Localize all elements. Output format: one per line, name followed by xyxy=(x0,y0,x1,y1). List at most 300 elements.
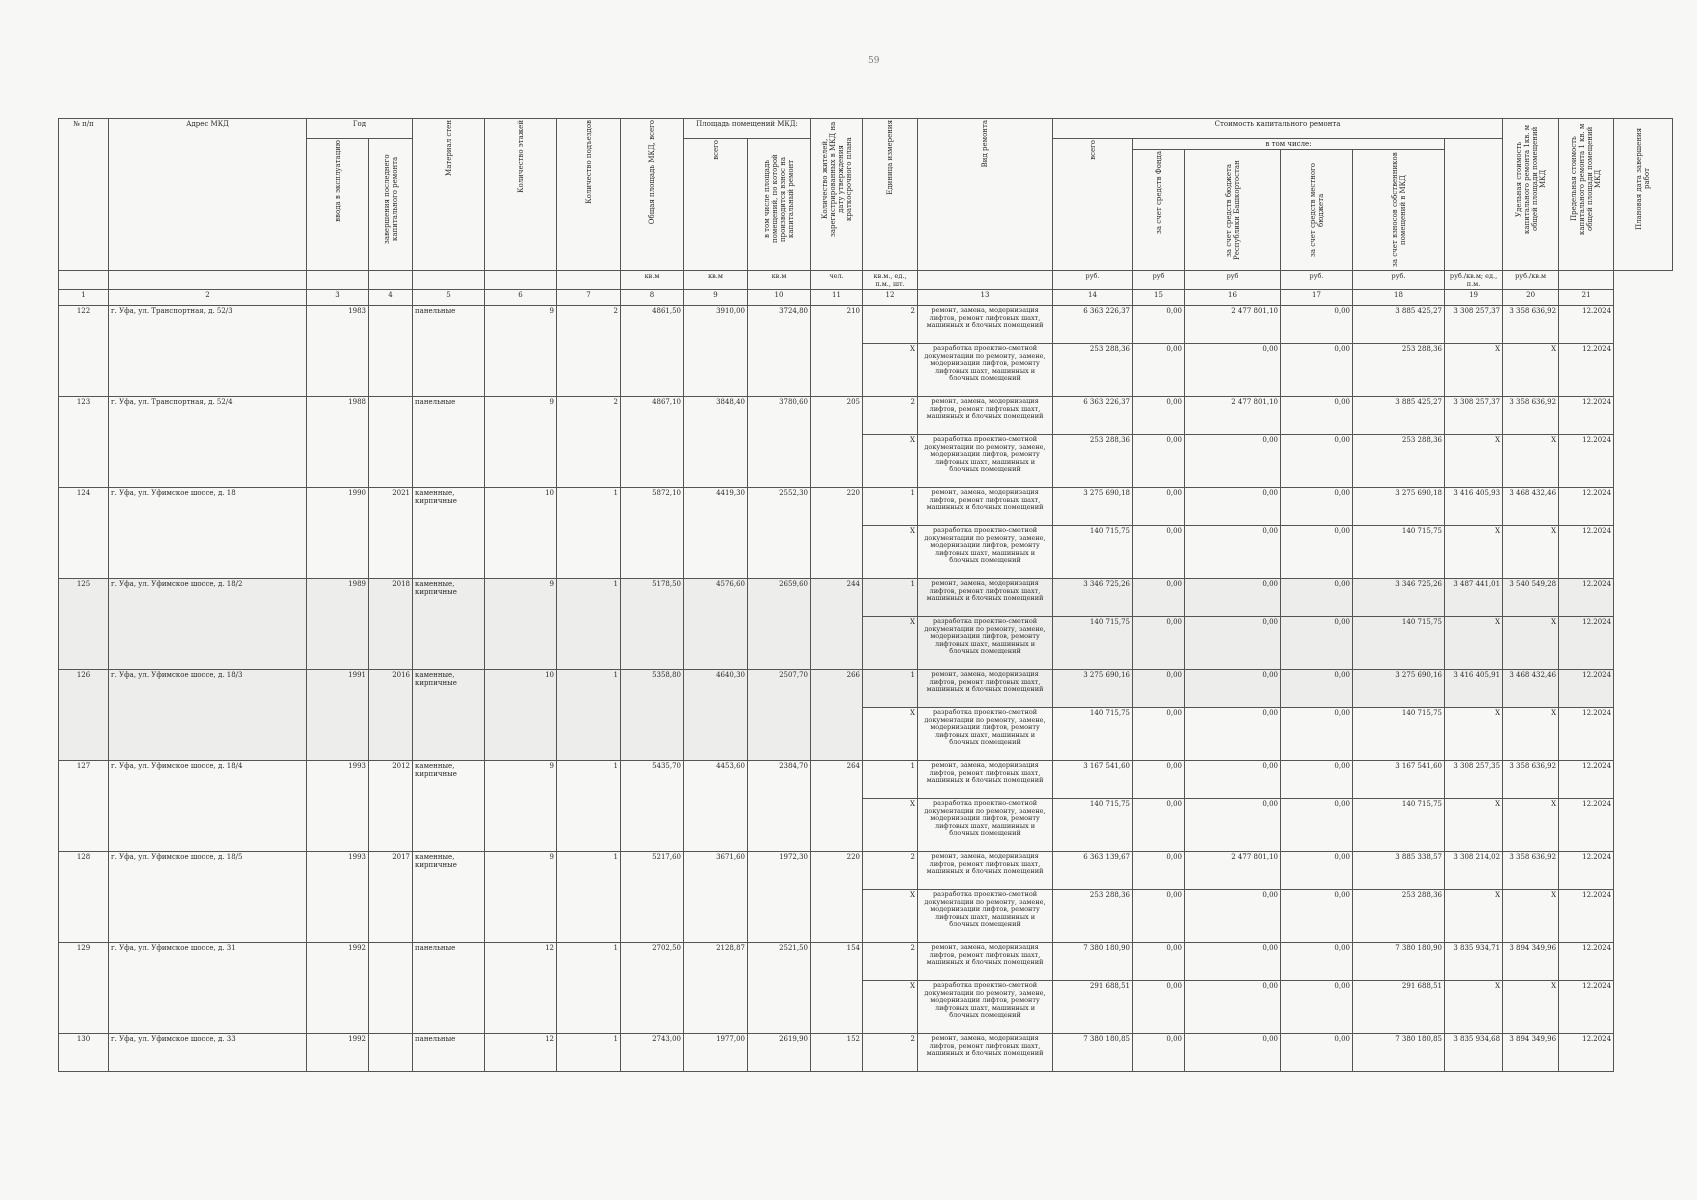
work-cost-local: 0,00 xyxy=(1281,488,1353,526)
row-area-all: 3910,00 xyxy=(684,306,748,397)
work-cost-total: 6 363 139,67 xyxy=(1053,852,1133,890)
row-area-all: 2128,87 xyxy=(684,943,748,1034)
row-area-all: 3848,40 xyxy=(684,397,748,488)
header-cost-local: за счет средств местного бюджета xyxy=(1281,150,1353,271)
row-year: 1990 xyxy=(307,488,369,579)
work-cost-fund: 0,00 xyxy=(1133,943,1185,981)
work-type: разработка проектно-сметной документации по ремонту, замене, модернизации лифтов, ремонту лифтовых шахт, машинных и блочных помещений xyxy=(918,435,1053,488)
row-residents: 154 xyxy=(811,943,863,1034)
work-deadline: 12.2024 xyxy=(1559,617,1614,670)
column-number: 6 xyxy=(485,290,557,306)
header-year-group: Год xyxy=(307,119,413,139)
row-residents: 244 xyxy=(811,579,863,670)
row-floors: 10 xyxy=(485,488,557,579)
work-unit: 1 xyxy=(863,670,918,708)
work-cost-fund: 0,00 xyxy=(1133,708,1185,761)
row-unit-cost: 3 416 405,91 xyxy=(1445,670,1503,708)
row-address: г. Уфа, ул. Уфимское шоссе, д. 18/3 xyxy=(109,670,307,761)
row-floors: 10 xyxy=(485,670,557,761)
work-cost-fund: 0,00 xyxy=(1133,981,1185,1034)
work-deadline: 12.2024 xyxy=(1559,306,1614,344)
work-cost-owners: 3 885 425,27 xyxy=(1353,306,1445,344)
work-cost-total: 7 380 180,90 xyxy=(1053,943,1133,981)
work-unit-cost: X xyxy=(1445,344,1503,397)
work-type: ремонт, замена, модернизация лифтов, ремонт лифтовых шахт, машинных и блочных помещений xyxy=(918,488,1053,526)
work-deadline: 12.2024 xyxy=(1559,981,1614,1034)
work-deadline: 12.2024 xyxy=(1559,761,1614,799)
header-residents: Количество жителей, зарегистрированных в МКД на дату утверждения краткосрочного плана xyxy=(811,119,863,271)
unit-cost-region: руб xyxy=(1185,271,1281,290)
header-work-type: Вид ремонта xyxy=(918,119,1053,271)
header-deadline: Плановая дата завершения работ xyxy=(1614,119,1673,271)
header-incl: в том числе: xyxy=(1133,139,1445,150)
work-cost-region: 0,00 xyxy=(1185,488,1281,526)
header-unit: Единица измерения xyxy=(863,119,918,271)
work-cost-owners: 7 380 180,85 xyxy=(1353,1034,1445,1072)
row-unit-cost: 3 487 441,01 xyxy=(1445,579,1503,617)
work-type: разработка проектно-сметной документации по ремонту, замене, модернизации лифтов, ремонту лифтовых шахт, машинных и блочных помещений xyxy=(918,799,1053,852)
work-cost-local: 0,00 xyxy=(1281,435,1353,488)
row-year: 1988 xyxy=(307,397,369,488)
work-cost-total: 3 167 541,60 xyxy=(1053,761,1133,799)
row-unit-cost: 3 308 257,37 xyxy=(1445,397,1503,435)
row-year-repair: 2012 xyxy=(369,761,413,852)
column-number: 20 xyxy=(1503,290,1559,306)
row-area-cap: 2384,70 xyxy=(748,761,811,852)
table-header xyxy=(59,119,1673,306)
row-residents: 220 xyxy=(811,852,863,943)
header-area-group: Площадь помещений МКД: xyxy=(684,119,811,139)
row-floors: 12 xyxy=(485,1034,557,1072)
work-unit: 2 xyxy=(863,397,918,435)
row-year: 1992 xyxy=(307,1034,369,1072)
row-year-repair xyxy=(369,306,413,397)
row-material: панельные xyxy=(413,397,485,488)
work-cost-total: 3 346 725,26 xyxy=(1053,579,1133,617)
work-cost-fund: 0,00 xyxy=(1133,890,1185,943)
unit-cost-local: руб. xyxy=(1281,271,1353,290)
row-entrances: 1 xyxy=(557,488,621,579)
table-row xyxy=(59,943,1673,981)
row-number: 122 xyxy=(59,306,109,397)
row-floors: 12 xyxy=(485,943,557,1034)
row-entrances: 1 xyxy=(557,670,621,761)
work-cost-region: 0,00 xyxy=(1185,799,1281,852)
row-floors: 9 xyxy=(485,397,557,488)
work-type: ремонт, замена, модернизация лифтов, ремонт лифтовых шахт, машинных и блочных помещений xyxy=(918,579,1053,617)
header-unit-cost: Удельная стоимость капитального ремонта 1кв. м общей площади помещений МКД xyxy=(1503,119,1559,271)
work-unit: X xyxy=(863,708,918,761)
row-year-repair xyxy=(369,943,413,1034)
work-cost-local: 0,00 xyxy=(1281,1034,1353,1072)
header-total-area: Общая площадь МКД, всего xyxy=(621,119,684,271)
row-address: г. Уфа, ул. Транспортная, д. 52/3 xyxy=(109,306,307,397)
row-entrances: 1 xyxy=(557,943,621,1034)
column-number: 7 xyxy=(557,290,621,306)
work-unit: X xyxy=(863,981,918,1034)
row-unit-cost: 3 835 934,68 xyxy=(1445,1034,1503,1072)
work-cost-fund: 0,00 xyxy=(1133,670,1185,708)
work-type: ремонт, замена, модернизация лифтов, ремонт лифтовых шахт, машинных и блочных помещений xyxy=(918,397,1053,435)
row-max-cost: 3 894 349,96 xyxy=(1503,943,1559,981)
row-year-repair xyxy=(369,1034,413,1072)
work-unit: 1 xyxy=(863,488,918,526)
work-cost-region: 0,00 xyxy=(1185,526,1281,579)
work-type: разработка проектно-сметной документации по ремонту, замене, модернизации лифтов, ремонту лифтовых шахт, машинных и блочных помещений xyxy=(918,526,1053,579)
work-cost-fund: 0,00 xyxy=(1133,617,1185,670)
row-max-cost: 3 894 349,96 xyxy=(1503,1034,1559,1072)
row-area-all: 4640,30 xyxy=(684,670,748,761)
row-area-all: 3671,60 xyxy=(684,852,748,943)
unit-total-area: кв.м xyxy=(621,271,684,290)
work-cost-region: 0,00 xyxy=(1185,344,1281,397)
row-area-cap: 2659,60 xyxy=(748,579,811,670)
work-max-cost: X xyxy=(1503,435,1559,488)
table-row xyxy=(59,397,1673,435)
row-year-repair: 2017 xyxy=(369,852,413,943)
row-entrances: 2 xyxy=(557,397,621,488)
work-type: разработка проектно-сметной документации по ремонту, замене, модернизации лифтов, ремонту лифтовых шахт, машинных и блочных помещений xyxy=(918,617,1053,670)
column-number: 17 xyxy=(1281,290,1353,306)
row-year: 1992 xyxy=(307,943,369,1034)
row-residents: 205 xyxy=(811,397,863,488)
work-deadline: 12.2024 xyxy=(1559,488,1614,526)
work-cost-local: 0,00 xyxy=(1281,579,1353,617)
header-cost-group: Стоимость капитального ремонта xyxy=(1053,119,1503,139)
row-area-all: 4576,60 xyxy=(684,579,748,670)
work-cost-region: 0,00 xyxy=(1185,943,1281,981)
row-residents: 210 xyxy=(811,306,863,397)
work-cost-owners: 3 885 425,27 xyxy=(1353,397,1445,435)
work-cost-region: 0,00 xyxy=(1185,981,1281,1034)
page-number: 59 xyxy=(868,56,880,66)
repair-plan-table-container xyxy=(58,118,1673,1072)
row-area-all: 4453,60 xyxy=(684,761,748,852)
work-deadline: 12.2024 xyxy=(1559,670,1614,708)
row-residents: 220 xyxy=(811,488,863,579)
work-cost-total: 6 363 226,37 xyxy=(1053,397,1133,435)
row-address: г. Уфа, ул. Уфимское шоссе, д. 18 xyxy=(109,488,307,579)
column-number: 21 xyxy=(1559,290,1614,306)
row-year-repair: 2018 xyxy=(369,579,413,670)
column-number: 5 xyxy=(413,290,485,306)
work-cost-owners: 3 346 725,26 xyxy=(1353,579,1445,617)
work-cost-local: 0,00 xyxy=(1281,852,1353,890)
work-unit: 1 xyxy=(863,761,918,799)
header-year-completed: завершения последнего капитального ремонта xyxy=(369,139,413,271)
work-type: разработка проектно-сметной документации по ремонту, замене, модернизации лифтов, ремонту лифтовых шахт, машинных и блочных помещений xyxy=(918,344,1053,397)
work-type: разработка проектно-сметной документации по ремонту, замене, модернизации лифтов, ремонту лифтовых шахт, машинных и блочных помещений xyxy=(918,981,1053,1034)
row-max-cost: 3 468 432,46 xyxy=(1503,488,1559,526)
work-cost-region: 2 477 801,10 xyxy=(1185,306,1281,344)
row-residents: 266 xyxy=(811,670,863,761)
row-year: 1983 xyxy=(307,306,369,397)
work-cost-owners: 7 380 180,90 xyxy=(1353,943,1445,981)
header-wall-material: Материал стен xyxy=(413,119,485,271)
units-row xyxy=(59,271,1673,290)
row-area-cap: 2552,30 xyxy=(748,488,811,579)
work-deadline: 12.2024 xyxy=(1559,943,1614,981)
work-cost-fund: 0,00 xyxy=(1133,1034,1185,1072)
row-floors: 9 xyxy=(485,761,557,852)
work-unit-cost: X xyxy=(1445,526,1503,579)
work-cost-total: 253 288,36 xyxy=(1053,435,1133,488)
column-number: 10 xyxy=(748,290,811,306)
work-cost-fund: 0,00 xyxy=(1133,852,1185,890)
row-area-cap: 2507,70 xyxy=(748,670,811,761)
work-deadline: 12.2024 xyxy=(1559,397,1614,435)
work-max-cost: X xyxy=(1503,526,1559,579)
row-total-area: 5178,50 xyxy=(621,579,684,670)
row-address: г. Уфа, ул. Уфимское шоссе, д. 18/5 xyxy=(109,852,307,943)
row-number: 130 xyxy=(59,1034,109,1072)
unit-cost-fund: руб xyxy=(1133,271,1185,290)
work-type: ремонт, замена, модернизация лифтов, ремонт лифтовых шахт, машинных и блочных помещений xyxy=(918,761,1053,799)
work-unit-cost: X xyxy=(1445,799,1503,852)
row-max-cost: 3 468 432,46 xyxy=(1503,670,1559,708)
work-type: разработка проектно-сметной документации по ремонту, замене, модернизации лифтов, ремонту лифтовых шахт, машинных и блочных помещений xyxy=(918,890,1053,943)
work-type: разработка проектно-сметной документации по ремонту, замене, модернизации лифтов, ремонту лифтовых шахт, машинных и блочных помещений xyxy=(918,708,1053,761)
row-total-area: 4867,10 xyxy=(621,397,684,488)
header-entrances: Количество подъездов xyxy=(557,119,621,271)
work-cost-total: 6 363 226,37 xyxy=(1053,306,1133,344)
work-cost-owners: 253 288,36 xyxy=(1353,344,1445,397)
column-number: 2 xyxy=(109,290,307,306)
work-unit: X xyxy=(863,526,918,579)
row-max-cost: 3 358 636,92 xyxy=(1503,397,1559,435)
work-cost-fund: 0,00 xyxy=(1133,488,1185,526)
row-area-cap: 2521,50 xyxy=(748,943,811,1034)
header-area-cap: в том числе площадь помещений, по которой производится взнос на капитальный ремонт xyxy=(748,139,811,271)
row-residents: 264 xyxy=(811,761,863,852)
work-deadline: 12.2024 xyxy=(1559,344,1614,397)
table-row xyxy=(59,670,1673,708)
row-max-cost: 3 358 636,92 xyxy=(1503,852,1559,890)
row-unit-cost: 3 308 257,37 xyxy=(1445,306,1503,344)
row-entrances: 1 xyxy=(557,579,621,670)
unit-max-cost: руб./кв.м xyxy=(1503,271,1559,290)
work-cost-total: 140 715,75 xyxy=(1053,526,1133,579)
work-cost-region: 0,00 xyxy=(1185,761,1281,799)
work-unit-cost: X xyxy=(1445,435,1503,488)
work-cost-owners: 253 288,36 xyxy=(1353,435,1445,488)
work-cost-fund: 0,00 xyxy=(1133,761,1185,799)
unit-cost-total: руб. xyxy=(1053,271,1133,290)
work-cost-local: 0,00 xyxy=(1281,943,1353,981)
column-number: 18 xyxy=(1353,290,1445,306)
work-cost-owners: 3 275 690,18 xyxy=(1353,488,1445,526)
row-total-area: 2743,00 xyxy=(621,1034,684,1072)
row-area-cap: 1972,30 xyxy=(748,852,811,943)
unit-area-cap: кв.м xyxy=(748,271,811,290)
row-material: каменные, кирпичные xyxy=(413,670,485,761)
work-cost-fund: 0,00 xyxy=(1133,799,1185,852)
row-total-area: 5872,10 xyxy=(621,488,684,579)
row-material: панельные xyxy=(413,1034,485,1072)
work-type: ремонт, замена, модернизация лифтов, ремонт лифтовых шахт, машинных и блочных помещений xyxy=(918,1034,1053,1072)
work-unit: X xyxy=(863,890,918,943)
row-max-cost: 3 540 549,28 xyxy=(1503,579,1559,617)
work-cost-local: 0,00 xyxy=(1281,890,1353,943)
row-floors: 9 xyxy=(485,306,557,397)
work-cost-local: 0,00 xyxy=(1281,981,1353,1034)
header-floors: Количество этажей xyxy=(485,119,557,271)
row-entrances: 2 xyxy=(557,306,621,397)
header-cost-region: за счет средств бюджета Республики Башкортостан xyxy=(1185,150,1281,271)
header-idx: № п/п xyxy=(59,119,109,271)
work-cost-owners: 3 885 338,57 xyxy=(1353,852,1445,890)
work-max-cost: X xyxy=(1503,981,1559,1034)
row-number: 124 xyxy=(59,488,109,579)
work-cost-owners: 3 275 690,16 xyxy=(1353,670,1445,708)
work-cost-local: 0,00 xyxy=(1281,306,1353,344)
row-floors: 9 xyxy=(485,852,557,943)
work-unit: 1 xyxy=(863,579,918,617)
work-type: ремонт, замена, модернизация лифтов, ремонт лифтовых шахт, машинных и блочных помещений xyxy=(918,306,1053,344)
header-area-all: всего xyxy=(684,139,748,271)
work-cost-total: 253 288,36 xyxy=(1053,344,1133,397)
work-unit-cost: X xyxy=(1445,708,1503,761)
table-body xyxy=(59,306,1673,1072)
row-year: 1993 xyxy=(307,761,369,852)
work-unit: 2 xyxy=(863,1034,918,1072)
row-area-cap: 3724,80 xyxy=(748,306,811,397)
row-material: каменные, кирпичные xyxy=(413,761,485,852)
work-cost-owners: 3 167 541,60 xyxy=(1353,761,1445,799)
table-row xyxy=(59,1034,1673,1072)
work-unit-cost: X xyxy=(1445,617,1503,670)
column-number: 16 xyxy=(1185,290,1281,306)
row-unit-cost: 3 835 934,71 xyxy=(1445,943,1503,981)
work-cost-owners: 291 688,51 xyxy=(1353,981,1445,1034)
work-cost-region: 2 477 801,10 xyxy=(1185,852,1281,890)
work-cost-local: 0,00 xyxy=(1281,761,1353,799)
row-total-area: 5358,80 xyxy=(621,670,684,761)
work-cost-local: 0,00 xyxy=(1281,397,1353,435)
unit-unit-cost: руб./кв.м; ед., п.м. xyxy=(1445,271,1503,290)
column-numbers-row xyxy=(59,290,1673,306)
column-number: 9 xyxy=(684,290,748,306)
work-deadline: 12.2024 xyxy=(1559,526,1614,579)
row-entrances: 1 xyxy=(557,761,621,852)
work-cost-total: 140 715,75 xyxy=(1053,799,1133,852)
row-area-all: 4419,30 xyxy=(684,488,748,579)
column-number: 19 xyxy=(1445,290,1503,306)
work-max-cost: X xyxy=(1503,617,1559,670)
work-deadline: 12.2024 xyxy=(1559,435,1614,488)
work-cost-owners: 140 715,75 xyxy=(1353,617,1445,670)
column-number: 14 xyxy=(1053,290,1133,306)
row-number: 128 xyxy=(59,852,109,943)
table-row xyxy=(59,761,1673,799)
work-unit: 2 xyxy=(863,943,918,981)
row-total-area: 5217,60 xyxy=(621,852,684,943)
work-cost-owners: 140 715,75 xyxy=(1353,708,1445,761)
work-type: ремонт, замена, модернизация лифтов, ремонт лифтовых шахт, машинных и блочных помещений xyxy=(918,670,1053,708)
work-cost-local: 0,00 xyxy=(1281,617,1353,670)
work-cost-total: 3 275 690,16 xyxy=(1053,670,1133,708)
unit-residents: чел. xyxy=(811,271,863,290)
row-unit-cost: 3 416 405,93 xyxy=(1445,488,1503,526)
row-address: г. Уфа, ул. Транспортная, д. 52/4 xyxy=(109,397,307,488)
header-year-commission: ввода в эксплуатацию xyxy=(307,139,369,271)
unit-cost-owners: руб. xyxy=(1353,271,1445,290)
work-deadline: 12.2024 xyxy=(1559,852,1614,890)
work-cost-region: 0,00 xyxy=(1185,579,1281,617)
header-max-cost: Предельная стоимость капитального ремонта 1 кв. м общей площади помещений МКД xyxy=(1559,119,1614,271)
work-deadline: 12.2024 xyxy=(1559,890,1614,943)
work-unit: X xyxy=(863,617,918,670)
row-address: г. Уфа, ул. Уфимское шоссе, д. 31 xyxy=(109,943,307,1034)
row-year-repair xyxy=(369,397,413,488)
work-max-cost: X xyxy=(1503,708,1559,761)
work-cost-total: 3 275 690,18 xyxy=(1053,488,1133,526)
work-cost-fund: 0,00 xyxy=(1133,306,1185,344)
table-row xyxy=(59,579,1673,617)
row-max-cost: 3 358 636,92 xyxy=(1503,306,1559,344)
row-number: 129 xyxy=(59,943,109,1034)
row-year-repair: 2016 xyxy=(369,670,413,761)
column-number: 1 xyxy=(59,290,109,306)
work-cost-fund: 0,00 xyxy=(1133,579,1185,617)
row-area-cap: 3780,60 xyxy=(748,397,811,488)
work-unit: X xyxy=(863,799,918,852)
column-number: 12 xyxy=(863,290,918,306)
work-deadline: 12.2024 xyxy=(1559,579,1614,617)
row-area-cap: 2619,90 xyxy=(748,1034,811,1072)
column-number: 11 xyxy=(811,290,863,306)
row-total-area: 2702,50 xyxy=(621,943,684,1034)
row-number: 126 xyxy=(59,670,109,761)
work-cost-owners: 140 715,75 xyxy=(1353,526,1445,579)
row-entrances: 1 xyxy=(557,852,621,943)
row-number: 127 xyxy=(59,761,109,852)
work-cost-fund: 0,00 xyxy=(1133,435,1185,488)
work-unit-cost: X xyxy=(1445,890,1503,943)
row-year: 1991 xyxy=(307,670,369,761)
work-cost-total: 140 715,75 xyxy=(1053,617,1133,670)
row-address: г. Уфа, ул. Уфимское шоссе, д. 18/4 xyxy=(109,761,307,852)
work-deadline: 12.2024 xyxy=(1559,1034,1614,1072)
table-row xyxy=(59,306,1673,344)
work-cost-region: 0,00 xyxy=(1185,617,1281,670)
work-cost-local: 0,00 xyxy=(1281,708,1353,761)
unit-area-all: кв.м xyxy=(684,271,748,290)
work-cost-fund: 0,00 xyxy=(1133,526,1185,579)
row-year: 1989 xyxy=(307,579,369,670)
work-unit-cost: X xyxy=(1445,981,1503,1034)
work-max-cost: X xyxy=(1503,890,1559,943)
work-type: ремонт, замена, модернизация лифтов, ремонт лифтовых шахт, машинных и блочных помещений xyxy=(918,852,1053,890)
row-material: панельные xyxy=(413,943,485,1034)
work-deadline: 12.2024 xyxy=(1559,708,1614,761)
column-number: 3 xyxy=(307,290,369,306)
work-unit: 2 xyxy=(863,306,918,344)
work-unit: X xyxy=(863,344,918,397)
work-deadline: 12.2024 xyxy=(1559,799,1614,852)
work-cost-local: 0,00 xyxy=(1281,799,1353,852)
column-number: 13 xyxy=(918,290,1053,306)
work-type: ремонт, замена, модернизация лифтов, ремонт лифтовых шахт, машинных и блочных помещений xyxy=(918,943,1053,981)
work-cost-local: 0,00 xyxy=(1281,526,1353,579)
work-cost-owners: 253 288,36 xyxy=(1353,890,1445,943)
work-cost-local: 0,00 xyxy=(1281,344,1353,397)
work-cost-region: 2 477 801,10 xyxy=(1185,397,1281,435)
unit-measure: кв.м., ед., п.м., шт. xyxy=(863,271,918,290)
row-number: 125 xyxy=(59,579,109,670)
work-cost-total: 7 380 180,85 xyxy=(1053,1034,1133,1072)
column-number: 4 xyxy=(369,290,413,306)
